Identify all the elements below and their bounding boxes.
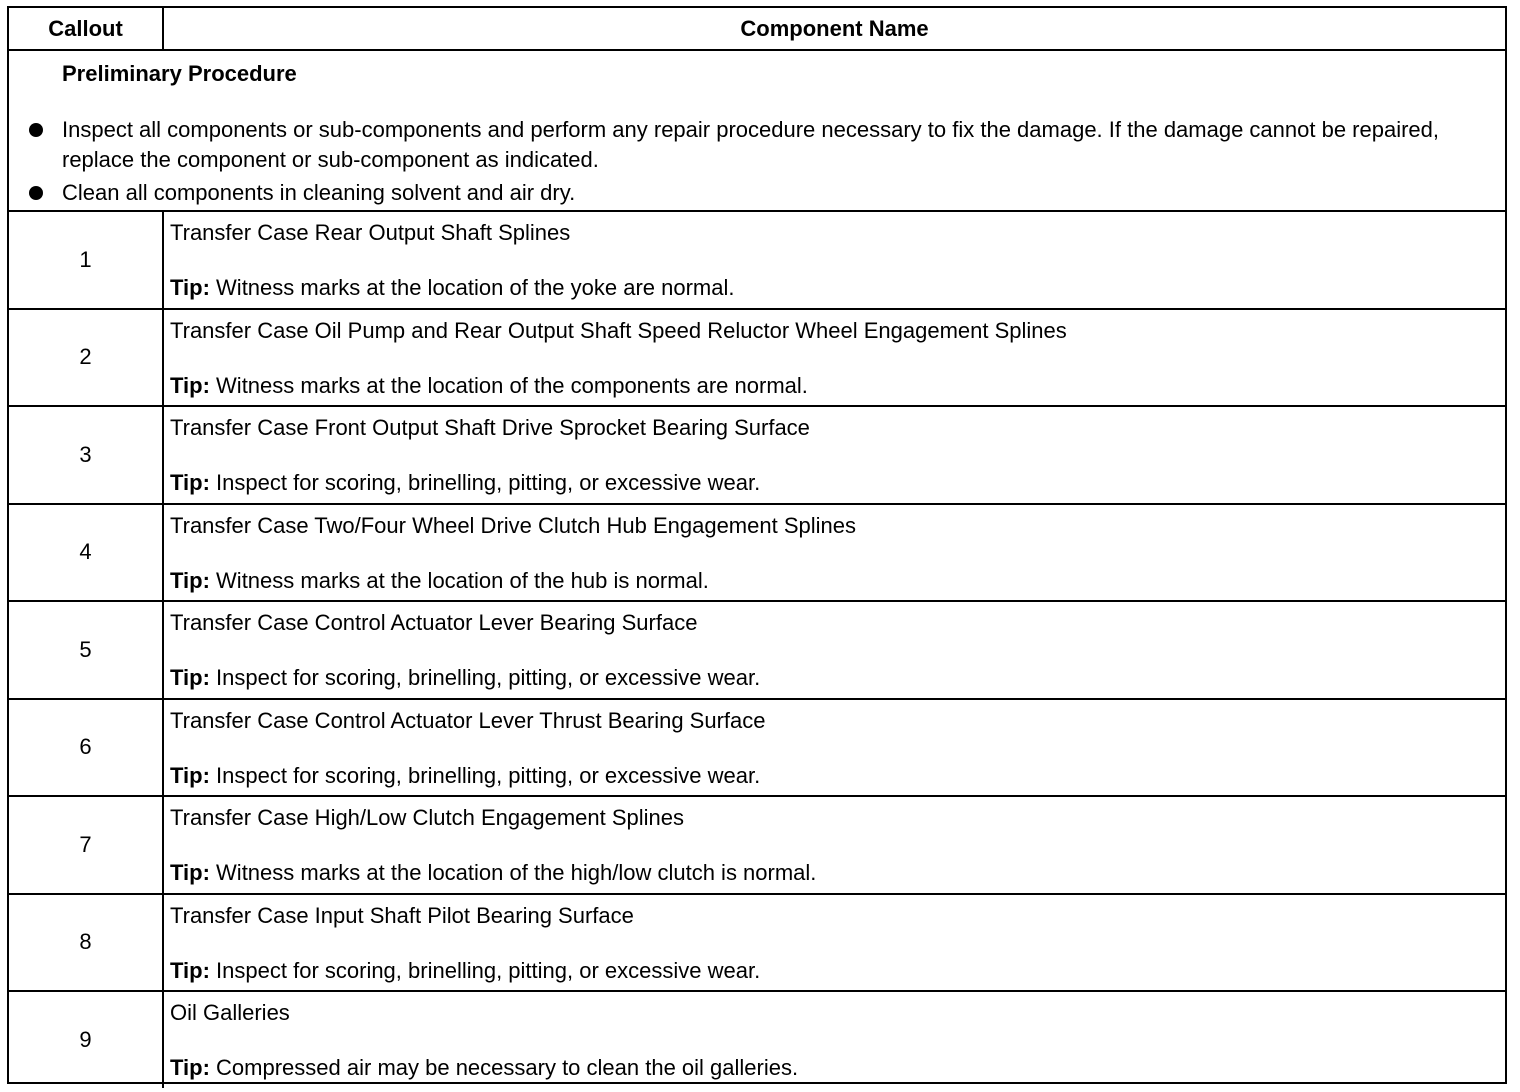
tip-text: Witness marks at the location of the high/low clutch is normal.	[216, 860, 817, 885]
tip-text: Inspect for scoring, brinelling, pitting, or excessive wear.	[216, 665, 761, 690]
tip-label: Tip:	[170, 860, 210, 885]
callout-number: 2	[79, 344, 92, 370]
column-divider	[162, 310, 164, 406]
tip-label: Tip:	[170, 665, 210, 690]
table-row	[9, 405, 1505, 503]
column-divider	[162, 212, 164, 308]
component-name: Transfer Case High/Low Clutch Engagement Splines	[170, 805, 685, 830]
table-row	[9, 600, 1505, 698]
callout-number: 5	[79, 636, 92, 662]
tip-label: Tip:	[170, 372, 210, 398]
callout-number: 3	[79, 441, 92, 467]
component-tip	[170, 665, 760, 691]
bullet-item	[9, 115, 1505, 175]
tip-text: Compressed air may be necessary to clean the oil galleries.	[216, 1055, 799, 1080]
table-row	[9, 795, 1505, 893]
column-divider	[162, 505, 164, 601]
component-tip	[170, 568, 709, 594]
component-table	[7, 6, 1507, 1084]
tip-text: Inspect for scoring, brinelling, pitting, or excessive wear.	[216, 470, 761, 495]
component-tip	[170, 1055, 798, 1081]
tip-label: Tip:	[170, 470, 210, 495]
table-row	[9, 308, 1505, 406]
tip-text: Witness marks at the location of the hub is normal.	[216, 567, 709, 593]
preliminary-title: Preliminary Procedure	[62, 61, 297, 86]
column-divider	[162, 700, 164, 796]
tip-label: Tip:	[170, 762, 210, 788]
component-tip	[170, 470, 760, 496]
callout-number: 7	[79, 831, 92, 857]
table-row	[9, 990, 1505, 1088]
callout-number: 6	[79, 734, 92, 760]
tip-text: Inspect for scoring, brinelling, pitting, or excessive wear.	[216, 957, 761, 983]
bullet-icon	[29, 186, 43, 200]
table-row	[9, 698, 1505, 796]
tip-text: Witness marks at the location of the yoke are normal.	[216, 275, 735, 300]
tip-label: Tip:	[170, 275, 210, 300]
component-name: Oil Galleries	[170, 1000, 290, 1025]
component-tip	[170, 275, 735, 301]
bullet-icon	[29, 123, 43, 137]
table-row	[9, 893, 1505, 991]
component-tip	[170, 958, 760, 984]
callout-number: 8	[79, 929, 92, 955]
column-divider	[162, 797, 164, 893]
bullet-item	[9, 178, 1505, 208]
component-tip	[170, 763, 760, 789]
header-component-name: Component Name	[740, 16, 929, 41]
callout-number: 1	[79, 246, 92, 272]
tip-label: Tip:	[170, 957, 210, 983]
column-divider	[162, 602, 164, 698]
callout-number: 4	[79, 539, 92, 565]
tip-text: Witness marks at the location of the components are normal.	[216, 372, 808, 398]
tip-text: Inspect for scoring, brinelling, pitting, or excessive wear.	[216, 762, 761, 788]
callout-number: 9	[79, 1026, 92, 1052]
column-divider	[162, 992, 164, 1088]
column-divider	[162, 895, 164, 991]
tip-label: Tip:	[170, 567, 210, 593]
bullet-text: Clean all components in cleaning solvent and air dry.	[62, 180, 576, 205]
header-callout: Callout	[48, 16, 123, 41]
component-name: Transfer Case Control Actuator Lever Thrust Bearing Surface	[170, 707, 766, 733]
component-name: Transfer Case Rear Output Shaft Splines	[170, 220, 571, 245]
bullet-text: Inspect all components or sub-components and perform any repair procedure necessary to fix the damage. If the damage cannot be repaired, replace the component or sub-component as indicated.	[62, 117, 1440, 172]
table-row	[9, 210, 1505, 308]
component-name: Transfer Case Oil Pump and Rear Output Shaft Speed Reluctor Wheel Engagement Splines	[170, 317, 1067, 343]
component-tip	[170, 860, 816, 886]
component-name: Transfer Case Input Shaft Pilot Bearing Surface	[170, 902, 634, 928]
component-tip	[170, 373, 808, 399]
component-name: Transfer Case Front Output Shaft Drive Sprocket Bearing Surface	[170, 415, 810, 440]
preliminary-procedure	[9, 49, 1505, 210]
table-row	[9, 503, 1505, 601]
tip-label: Tip:	[170, 1055, 210, 1080]
table-header	[9, 8, 1505, 49]
column-divider	[162, 407, 164, 503]
component-name: Transfer Case Control Actuator Lever Bearing Surface	[170, 610, 698, 635]
preliminary-bullets	[9, 115, 1505, 211]
component-name: Transfer Case Two/Four Wheel Drive Clutch Hub Engagement Splines	[170, 512, 856, 538]
